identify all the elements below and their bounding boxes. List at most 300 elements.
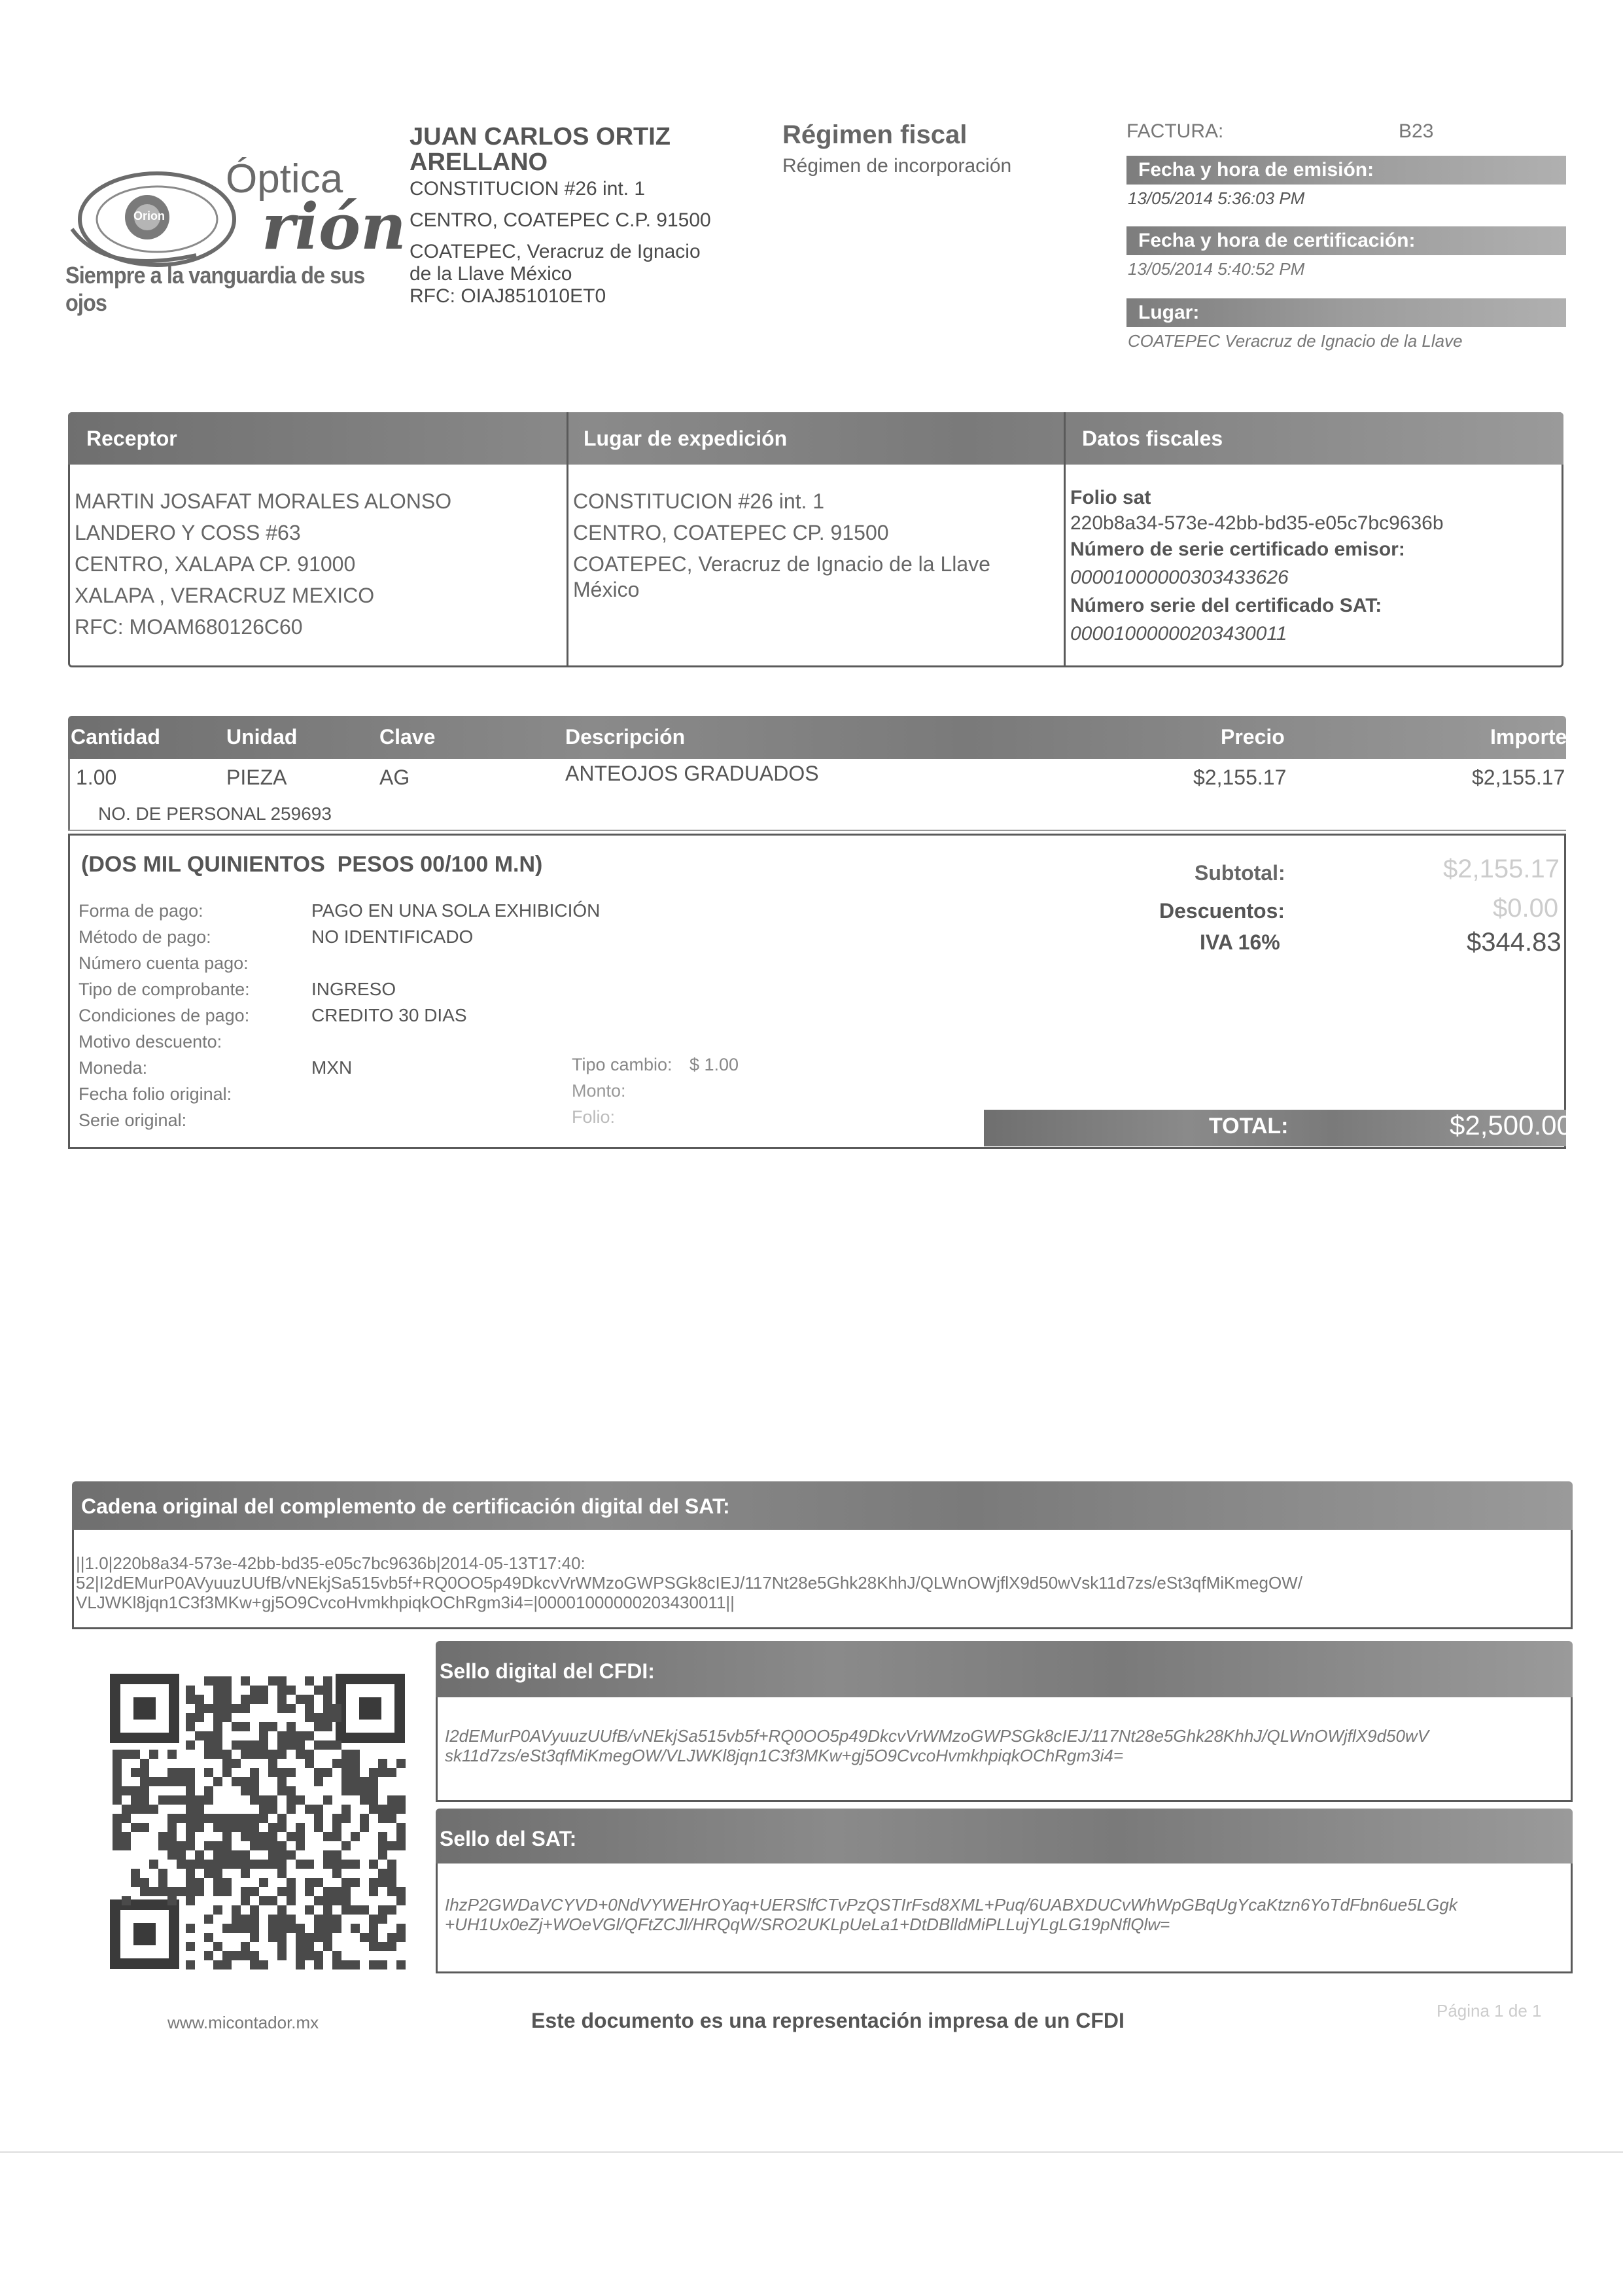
table-row — [68, 763, 1566, 796]
qr-module — [268, 1841, 277, 1850]
qr-module — [268, 1722, 277, 1731]
qr-module — [259, 1686, 268, 1695]
qr-module — [305, 1731, 314, 1740]
total-label: TOTAL: — [1209, 1114, 1289, 1139]
qr-module — [259, 1860, 268, 1869]
qr-module — [167, 1777, 177, 1786]
qr-module — [396, 1960, 406, 1969]
qr-module — [113, 1814, 122, 1823]
qr-module — [277, 1850, 287, 1860]
qr-module — [287, 1878, 296, 1887]
expedition-line: CONSTITUCION #26 int. 1 — [573, 489, 825, 513]
qr-module — [396, 1805, 406, 1814]
qr-module — [323, 1713, 332, 1722]
qr-module — [323, 1850, 332, 1860]
qr-module — [140, 1823, 149, 1832]
cell-key: AG — [379, 766, 410, 789]
qr-module — [287, 1896, 296, 1905]
qr-module — [268, 1805, 277, 1814]
cadena-line: ||1.0|220b8a34-573e-42bb-bd35-e05c7bc9636b|2014-05-13T17:40: — [76, 1553, 585, 1573]
qr-module — [232, 1915, 241, 1924]
qr-module — [213, 1960, 222, 1969]
cadena-text — [76, 1553, 1561, 1612]
qr-module — [140, 1878, 149, 1887]
qr-module — [378, 1805, 387, 1814]
regime-title: Régimen fiscal — [782, 120, 968, 149]
qr-module — [241, 1786, 250, 1795]
qr-module — [369, 1933, 378, 1942]
qr-module — [222, 1960, 232, 1969]
qr-module — [369, 1777, 378, 1786]
discount-label: Descuentos: — [1159, 899, 1285, 923]
qr-module — [314, 1740, 323, 1750]
fiscal-details — [1070, 484, 1558, 648]
expedition-line: COATEPEC, Veracruz de Ignacio de la Llave — [573, 552, 990, 576]
qr-module — [323, 1942, 332, 1951]
subtotal-label: Subtotal: — [1195, 861, 1285, 885]
qr-module — [195, 1860, 204, 1869]
qr-module — [250, 1814, 259, 1823]
qr-module — [332, 1869, 341, 1878]
qr-module — [287, 1722, 296, 1731]
qr-module — [122, 1896, 131, 1905]
qr-module — [277, 1676, 287, 1686]
qr-module — [204, 1786, 213, 1795]
field-row — [79, 1107, 600, 1133]
qr-module — [369, 1942, 378, 1951]
qr-module — [314, 1823, 323, 1832]
qr-module — [268, 1676, 277, 1686]
qr-module — [259, 1814, 268, 1823]
qr-module — [204, 1795, 213, 1805]
qr-module — [396, 1887, 406, 1896]
qr-module — [204, 1869, 213, 1878]
qr-module — [250, 1860, 259, 1869]
qr-module — [332, 1850, 341, 1860]
qr-module — [131, 1823, 140, 1832]
qr-module — [277, 1933, 287, 1942]
qr-module — [250, 1768, 259, 1777]
qr-module — [360, 1823, 369, 1832]
qr-module — [158, 1887, 167, 1896]
qr-module — [378, 1759, 387, 1768]
qr-module — [332, 1823, 341, 1832]
qr-module — [204, 1740, 213, 1750]
qr-module — [323, 1860, 332, 1869]
qr-module — [387, 1841, 396, 1850]
qr-module — [396, 1841, 406, 1850]
qr-module — [131, 1869, 140, 1878]
qr-module — [341, 1759, 351, 1768]
qr-module — [213, 1740, 222, 1750]
qr-module — [204, 1676, 213, 1686]
qr-module — [287, 1704, 296, 1713]
qr-module — [195, 1887, 204, 1896]
field-label: Fecha folio original: — [79, 1084, 232, 1104]
qr-module — [177, 1795, 186, 1805]
col-header-unit: Unidad — [226, 725, 298, 749]
qr-module — [268, 1933, 277, 1942]
qr-module — [296, 1823, 305, 1832]
qr-module — [167, 1841, 177, 1850]
qr-module — [378, 1960, 387, 1969]
qr-module — [232, 1740, 241, 1750]
sello-sat-line: IhzP2GWDaVCYVD+0NdVYWEHrOYaq+UERSlfCTvPzQSTIrFsd8XML+Puq/6UABXDUCvWhWpGBqUgYcaKtzn6YoTdFbn6ue5LGgk — [445, 1895, 1457, 1915]
qr-module — [396, 1896, 406, 1905]
field-label: Serie original: — [79, 1110, 187, 1130]
field-label: Motivo descuento: — [79, 1032, 222, 1051]
regime-value: Régimen de incorporación — [782, 155, 1012, 177]
qr-module — [222, 1924, 232, 1933]
qr-module — [232, 1777, 241, 1786]
qr-module — [222, 1850, 232, 1860]
qr-module — [213, 1887, 222, 1896]
qr-module — [296, 1731, 305, 1740]
qr-module — [296, 1924, 305, 1933]
qr-module — [204, 1951, 213, 1960]
qr-module — [113, 1841, 122, 1850]
qr-module — [131, 1768, 140, 1777]
parties-divider — [1064, 412, 1066, 667]
qr-module — [131, 1795, 140, 1805]
cert-date-label: Fecha y hora de certificación: — [1126, 226, 1566, 255]
qr-module — [305, 1676, 314, 1686]
qr-module — [351, 1905, 360, 1915]
qr-module — [287, 1686, 296, 1695]
qr-module — [232, 1860, 241, 1869]
qr-module — [167, 1823, 177, 1832]
qr-module — [213, 1841, 222, 1850]
qr-module — [250, 1887, 259, 1896]
qr-module — [186, 1795, 195, 1805]
qr-module — [387, 1805, 396, 1814]
qr-module — [341, 1841, 351, 1850]
qr-module — [232, 1814, 241, 1823]
qr-module — [332, 1740, 341, 1750]
qr-module — [213, 1704, 222, 1713]
qr-module — [341, 1777, 351, 1786]
qr-module — [241, 1740, 250, 1750]
qr-module — [323, 1704, 332, 1713]
qr-module — [378, 1841, 387, 1850]
qr-module — [222, 1887, 232, 1896]
qr-module — [213, 1823, 222, 1832]
place-label: Lugar: — [1126, 298, 1566, 327]
qr-module — [232, 1924, 241, 1933]
amount-in-words: (DOS MIL QUINIENTOS PESOS 00/100 M.N) — [81, 852, 543, 877]
qr-module — [351, 1759, 360, 1768]
field-label: Condiciones de pago: — [79, 1006, 250, 1025]
footer-page: Página 1 de 1 — [1437, 2001, 1542, 2021]
qr-module — [396, 1933, 406, 1942]
qr-module — [149, 1860, 158, 1869]
qr-module — [378, 1915, 387, 1924]
qr-module — [250, 1750, 259, 1759]
qr-module — [113, 1759, 122, 1768]
qr-module — [296, 1860, 305, 1869]
qr-module — [369, 1878, 378, 1887]
qr-module — [387, 1878, 396, 1887]
qr-module — [287, 1795, 296, 1805]
qr-module — [277, 1731, 287, 1740]
qr-module — [277, 1915, 287, 1924]
qr-module — [387, 1942, 396, 1951]
qr-module — [305, 1951, 314, 1960]
qr-module — [387, 1887, 396, 1896]
qr-module — [167, 1814, 177, 1823]
qr-module — [158, 1878, 167, 1887]
qr-module — [323, 1915, 332, 1924]
qr-module — [167, 1887, 177, 1896]
qr-module — [305, 1933, 314, 1942]
qr-module — [323, 1722, 332, 1731]
qr-module — [387, 1795, 396, 1805]
qr-module — [396, 1795, 406, 1805]
qr-module — [213, 1942, 222, 1951]
qr-module — [296, 1795, 305, 1805]
qr-module — [222, 1750, 232, 1759]
sello-sat-header: Sello del SAT: — [440, 1827, 577, 1850]
qr-module — [296, 1750, 305, 1759]
qr-module — [250, 1795, 259, 1805]
issue-date-value: 13/05/2014 5:36:03 PM — [1128, 188, 1305, 208]
qr-module — [323, 1686, 332, 1695]
qr-module — [323, 1905, 332, 1915]
qr-module — [186, 1777, 195, 1786]
field-value: NO IDENTIFICADO — [311, 927, 474, 947]
qr-module — [277, 1942, 287, 1951]
qr-module — [213, 1850, 222, 1860]
parties-header-bar — [68, 412, 1563, 465]
qr-module — [250, 1823, 259, 1832]
qr-module — [195, 1823, 204, 1832]
company-logo — [65, 144, 406, 316]
qr-module — [287, 1850, 296, 1860]
qr-module — [222, 1823, 232, 1832]
issuer-address-line: de la Llave México — [410, 263, 572, 285]
qr-module — [250, 1924, 259, 1933]
qr-module — [277, 1951, 287, 1960]
page-bottom-rule — [0, 2151, 1623, 2153]
qr-module — [241, 1942, 250, 1951]
subtotal-value: $2,155.17 — [1443, 855, 1560, 883]
qr-module — [351, 1960, 360, 1969]
qr-module — [167, 1750, 177, 1759]
qr-module — [287, 1768, 296, 1777]
qr-module — [213, 1731, 222, 1740]
qr-module — [277, 1695, 287, 1704]
qr-module — [305, 1805, 314, 1814]
qr-module — [140, 1768, 149, 1777]
qr-module — [241, 1814, 250, 1823]
col-header-desc: Descripción — [565, 725, 686, 749]
qr-module — [195, 1795, 204, 1805]
qr-module — [296, 1960, 305, 1969]
monto-label: Monto: — [572, 1081, 626, 1101]
qr-module — [232, 1850, 241, 1860]
col-header-qty: Cantidad — [71, 725, 160, 749]
qr-module — [296, 1832, 305, 1841]
qr-module — [378, 1878, 387, 1887]
qr-module — [122, 1786, 131, 1795]
qr-module — [186, 1786, 195, 1795]
qr-module — [241, 1924, 250, 1933]
qr-module — [131, 1786, 140, 1795]
qr-module — [222, 1832, 232, 1841]
qr-module — [241, 1887, 250, 1896]
qr-module — [140, 1759, 149, 1768]
qr-module — [177, 1777, 186, 1786]
field-row — [79, 898, 600, 924]
qr-module — [360, 1777, 369, 1786]
qr-module — [341, 1768, 351, 1777]
qr-module — [186, 1740, 195, 1750]
qr-module — [277, 1777, 287, 1786]
qr-module — [158, 1841, 167, 1850]
qr-module — [323, 1676, 332, 1686]
qr-module — [314, 1960, 323, 1969]
qr-module — [186, 1823, 195, 1832]
issuer-address-line: CENTRO, COATEPEC C.P. 91500 — [410, 209, 711, 231]
place-value: COATEPEC Veracruz de Ignacio de la Llave — [1128, 331, 1463, 351]
qr-module — [186, 1832, 195, 1841]
qr-module — [314, 1686, 323, 1695]
field-row — [79, 1002, 600, 1029]
qr-module — [268, 1915, 277, 1924]
qr-module — [323, 1832, 332, 1841]
qr-module — [305, 1887, 314, 1896]
qr-module — [314, 1924, 323, 1933]
field-label: Método de pago: — [79, 927, 211, 947]
col-header-price: Precio — [1221, 725, 1285, 749]
qr-module — [167, 1768, 177, 1777]
qr-module — [204, 1814, 213, 1823]
qr-module — [351, 1786, 360, 1795]
qr-module — [186, 1896, 195, 1905]
qr-module — [241, 1777, 250, 1786]
qr-module — [332, 1759, 341, 1768]
qr-module — [186, 1960, 195, 1969]
qr-module — [277, 1887, 287, 1896]
issue-date-label: Fecha y hora de emisión: — [1126, 156, 1566, 185]
qr-module — [332, 1896, 341, 1905]
qr-module — [305, 1905, 314, 1915]
qr-module — [241, 1722, 250, 1731]
qr-module — [396, 1759, 406, 1768]
qr-module — [213, 1722, 222, 1731]
qr-module — [213, 1814, 222, 1823]
qr-module — [113, 1768, 122, 1777]
qr-module — [186, 1695, 195, 1704]
qr-module — [277, 1869, 287, 1878]
qr-module — [268, 1768, 277, 1777]
qr-module — [259, 1832, 268, 1841]
receptor-header: Receptor — [86, 427, 177, 450]
qr-module — [360, 1814, 369, 1823]
qr-module — [351, 1750, 360, 1759]
field-row — [79, 924, 600, 950]
qr-module — [277, 1814, 287, 1823]
qr-module — [250, 1933, 259, 1942]
field-label: Forma de pago: — [79, 901, 203, 921]
qr-module — [314, 1722, 323, 1731]
qr-module — [323, 1933, 332, 1942]
qr-module — [396, 1832, 406, 1841]
logo-tagline: Siempre a la vanguardia de sus ojos — [65, 262, 365, 316]
col-header-amount: Importe — [1490, 725, 1567, 749]
qr-module — [241, 1676, 250, 1686]
qr-module — [241, 1750, 250, 1759]
qr-module — [167, 1896, 177, 1905]
qr-module — [341, 1860, 351, 1869]
qr-module — [287, 1832, 296, 1841]
qr-module — [232, 1722, 241, 1731]
qr-module — [213, 1869, 222, 1878]
qr-module — [122, 1841, 131, 1850]
qr-module — [232, 1905, 241, 1915]
qr-module — [314, 1777, 323, 1786]
qr-module — [122, 1805, 131, 1814]
qr-module — [314, 1878, 323, 1887]
qr-code-icon — [109, 1672, 410, 1973]
qr-module — [232, 1759, 241, 1768]
qr-module — [387, 1860, 396, 1869]
qr-module — [186, 1713, 195, 1722]
qr-module — [186, 1887, 195, 1896]
cadena-header: Cadena original del complemento de certificación digital del SAT: — [81, 1494, 730, 1518]
qr-module — [341, 1905, 351, 1915]
qr-module — [131, 1878, 140, 1887]
item-note: NO. DE PERSONAL 259693 — [98, 804, 332, 824]
qr-module — [158, 1777, 167, 1786]
qr-module — [296, 1740, 305, 1750]
exchange-label: Tipo cambio: — [572, 1055, 672, 1074]
qr-module — [241, 1860, 250, 1869]
qr-module — [241, 1869, 250, 1878]
fiscal-regime — [782, 120, 1011, 177]
cell-desc: ANTEOJOS GRADUADOS — [565, 762, 819, 785]
qr-module — [259, 1731, 268, 1740]
qr-module — [277, 1704, 287, 1713]
qr-module — [250, 1777, 259, 1786]
cell-price: $2,155.17 — [1193, 766, 1287, 789]
qr-module — [113, 1823, 122, 1832]
cadena-line: VLJWKl8jqn1C3f3MKw+gj5O9CvcoHvmkhpiqkOChRgm3i4=|00001000000203430011|| — [76, 1593, 735, 1612]
payment-fields — [79, 898, 600, 1133]
qr-module — [323, 1740, 332, 1750]
qr-module — [222, 1686, 232, 1695]
qr-module — [177, 1768, 186, 1777]
qr-module — [250, 1960, 259, 1969]
qr-module — [213, 1695, 222, 1704]
qr-module — [250, 1786, 259, 1795]
cell-amount: $2,155.17 — [1472, 766, 1565, 789]
qr-module — [332, 1951, 341, 1960]
qr-module — [177, 1850, 186, 1860]
qr-module — [332, 1832, 341, 1841]
qr-module — [277, 1686, 287, 1695]
qr-module — [351, 1777, 360, 1786]
sello-sat-line: +UH1Ux0eZj+WOeVGl/QFtZCJl/HRQqW/SRO2UKLpUeLa1+DtDBlldMiPLLujYLgLG19pNflQlw= — [445, 1915, 1170, 1934]
qr-module — [268, 1750, 277, 1759]
qr-module — [314, 1951, 323, 1960]
qr-module — [323, 1768, 332, 1777]
qr-module — [277, 1905, 287, 1915]
field-row — [79, 1055, 600, 1081]
qr-module — [204, 1750, 213, 1759]
qr-module — [277, 1750, 287, 1759]
receptor-details — [75, 486, 451, 643]
